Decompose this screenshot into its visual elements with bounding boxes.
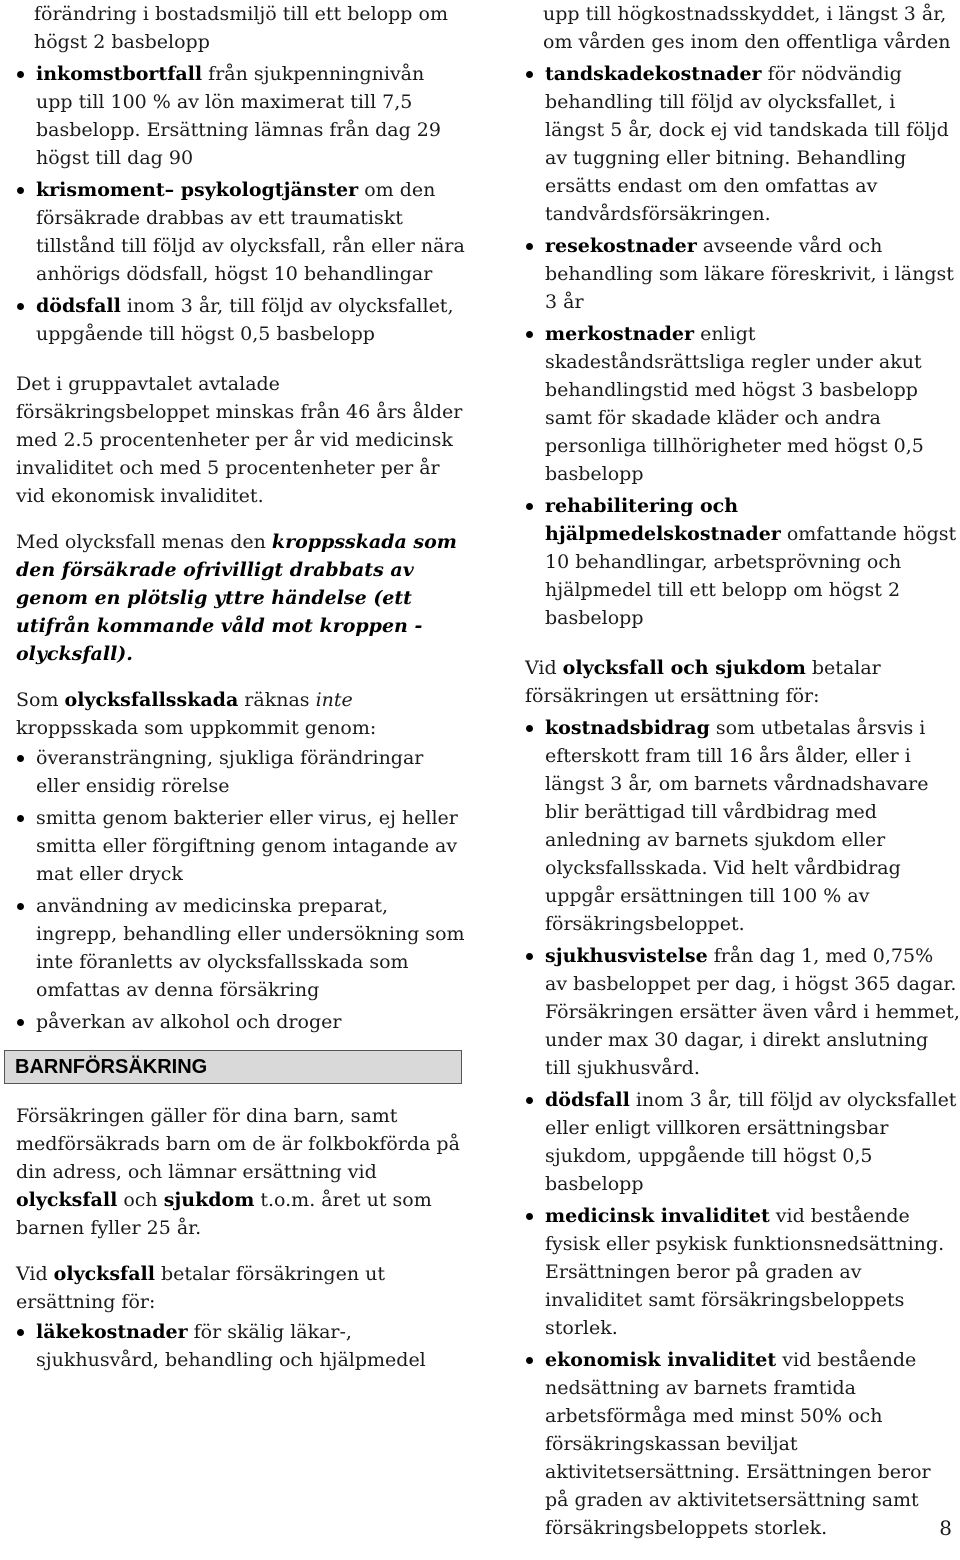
coverage-list-2	[525, 60, 960, 632]
illness-compensation-list	[525, 714, 960, 1542]
list-item: läkekostnader för skälig läkar-, sjukhusvård, behandling och hjälpmedel	[16, 1318, 466, 1374]
list-item: resekostnader avseende vård och behandling som läkare föreskrivit, i längst 3 år	[525, 232, 960, 316]
list-item: sjukhusvistelse från dag 1, med 0,75% av basbeloppet per dag, i högst 365 dagar. Försäkringen ersätter även vård i hemmet, under max 30 dagar, i direkt anslutning till sjukhusvård.	[525, 942, 960, 1082]
list-item: inkomstbortfall från sjukpenningnivån upp till 100 % av lön maximerat till 7,5 basbelopp. Ersättning lämnas från dag 29 högst till dag 90	[16, 60, 466, 172]
exclusions-list	[16, 744, 466, 1036]
accident-compensation-list	[16, 1318, 466, 1374]
list-item: tandskadekostnader för nödvändig behandling till följd av olycksfallet, i längst 5 år, dock ej vid tandskada till följd av tuggning eller bitning. Behandling ersätts endast om den omfattas av tandvårdsförsäkringen.	[525, 60, 960, 228]
list-item: ekonomisk invaliditet vid bestående nedsättning av barnets framtida arbetsförmåga med minst 50% och försäkringskassan beviljat aktivitetsersättning. Ersättningen beror på graden av aktivitetsersättning samt försäkringsbeloppets storlek.	[525, 1346, 960, 1542]
list-item: merkostnader enligt skadeståndsrättsliga regler under akut behandlingstid med högst 3 basbelopp samt för skadade kläder och andra personliga tillhörigheter med högst 0,5 basbelopp	[525, 320, 960, 488]
coverage-list-1	[16, 60, 466, 348]
list-item: användning av medicinska preparat, ingrepp, behandling eller undersökning som inte föranletts av olycksfallsskada som omfattas av denna försäkring	[16, 892, 466, 1004]
continued-list-item: upp till högkostnadsskyddet, i längst 3 år, om vården ges inom den offentliga vården	[543, 3, 951, 53]
exclusions-intro: Som olycksfallsskada räknas inte kroppsskada som uppkommit genom:	[16, 689, 377, 739]
section-heading: BARNFÖRSÄKRING	[4, 1050, 462, 1084]
list-item: medicinsk invaliditet vid bestående fysisk eller psykisk funktionsnedsättning. Ersättningen beror på graden av invaliditet samt försäkringsbeloppets storlek.	[525, 1202, 960, 1342]
list-item: krismoment– psykologtjänster om den försäkrade drabbas av ett traumatiskt tillstånd till följd av olycksfall, rån eller nära anhörigs dödsfall, högst 10 behandlingar	[16, 176, 466, 288]
list-item: påverkan av alkohol och droger	[16, 1008, 466, 1036]
reduction-paragraph: Det i gruppavtalet avtalade försäkringsbeloppet minskas från 46 års ålder med 2.5 procentenheter per år vid medicinsk invaliditet och med 5 procentenheter per år vid ekonomisk invaliditet.	[16, 373, 463, 507]
list-item: överansträngning, sjukliga förändringar eller ensidig rörelse	[16, 744, 466, 800]
right-column	[525, 0, 960, 1546]
accident-definition: Med olycksfall menas den kroppsskada som den försäkrade ofrivilligt drabbats av genom en plötslig yttre händelse (ett utifrån kommande våld mot kroppen - olycksfall).	[16, 531, 457, 665]
page-number: 8	[939, 1516, 952, 1540]
list-item: kostnadsbidrag som utbetalas årsvis i efterskott fram till 16 års ålder, eller i längst 3 år, om barnets vårdnadshavare blir berättigad till vårdbidrag med anledning av barnets sjukdom eller olycksfallsskada. Vid helt vårdbidrag uppgår ersättningen till 100 % av försäkringsbeloppet.	[525, 714, 960, 938]
list-item: dödsfall inom 3 år, till följd av olycksfallet, uppgående till högst 0,5 basbelopp	[16, 292, 466, 348]
left-column	[16, 0, 466, 1378]
continued-list-item: förändring i bostadsmiljö till ett belopp om högst 2 basbelopp	[34, 3, 448, 53]
list-item: smitta genom bakterier eller virus, ej heller smitta eller förgiftning genom intagande av mat eller dryck	[16, 804, 466, 888]
child-insurance-paragraph: Försäkringen gäller för dina barn, samt medförsäkrads barn om de är folkbokförda på din adress, och lämnar ersättning vid olycksfall och sjukdom t.o.m. året ut som barnen fyller 25 år.	[16, 1105, 460, 1239]
accident-compensation-intro: Vid olycksfall betalar försäkringen ut ersättning för:	[16, 1263, 385, 1313]
illness-compensation-intro: Vid olycksfall och sjukdom betalar försäkringen ut ersättning för:	[525, 657, 881, 707]
list-item: dödsfall inom 3 år, till följd av olycksfallet eller enligt villkoren ersättningsbar sjukdom, uppgående till högst 0,5 basbelopp	[525, 1086, 960, 1198]
list-item: rehabilitering och hjälpmedelskostnader omfattande högst 10 behandlingar, arbetsprövning och hjälpmedel till ett belopp om högst 2 basbelopp	[525, 492, 960, 632]
